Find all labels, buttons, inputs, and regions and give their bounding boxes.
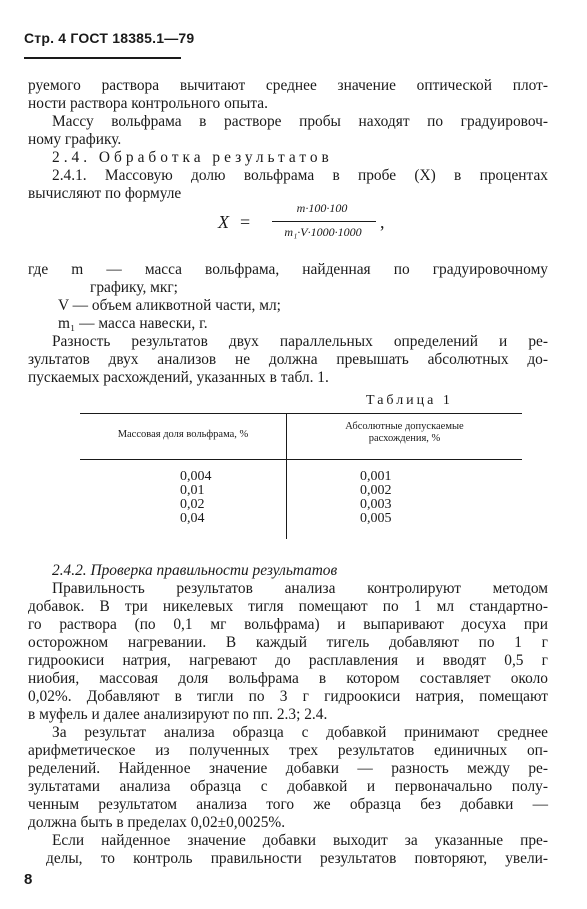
table-column-tolerance [360,470,392,526]
text-line: ниобия, массовая доля вольфрама в котором составляет около [28,670,548,687]
page-header: Стр. 4 ГОСТ 18385.1—79 [24,30,195,46]
text-line: го раствора (по 0,1 мг вольфрама) и выпаривают досуха при [28,616,548,633]
text-line: пускаемых расхождений, указанных в табл. 1. [28,369,329,386]
text-line: делы, то контроль правильности результатов повторяют, увели- [46,850,548,867]
formula-lhs: X [218,212,229,232]
definition-line: где m — масса вольфрама, найденная по градуировочному [28,261,548,278]
definition-line: V — объем аликвотной части, мл; [58,297,281,314]
text-line: За результат анализа образца с добавкой принимают среднее [52,724,548,741]
text-line: Разность результатов двух параллельных определений и ре- [52,333,548,350]
text-line: арифметическое из полученных трех результатов единичных оп- [28,742,548,759]
text-line: осторожном нагревании. В каждый тигель добавляют по 1 г [28,634,548,651]
text-line: ределений. Найденное значение добавки — разность между ре- [28,760,548,777]
text-line: должна быть в пределах 0,02±0,0025%. [28,814,286,831]
subsection-heading: 2.4.2. Проверка правильности результатов [52,562,338,579]
formula-denominator: m₁·V·1000·1000 [284,225,362,239]
text-line: 0,02%. Добавляют в тигли по 3 г гидроокиси натрия, помещают [28,688,548,705]
text-line: Если найденное значение добавки выходит за указанные пре- [52,832,548,849]
header-rule [24,57,181,59]
table-cell: 0,001 [360,469,392,484]
table-caption: Таблица 1 [366,393,453,408]
text-line: зультатов двух анализов не должна превышать абсолютных до- [28,351,548,368]
text-line: ченным результатом анализа того же образца без добавки — [28,796,548,813]
text-line: ности раствора контрольного опыта. [28,95,268,112]
text-line: руемого раствора вычитают среднее значение оптической плот- [28,77,548,94]
definition-line: m₁ — масса навески, г. [58,315,208,332]
text-line: 2.4.1. Массовую долю вольфрама в пробе (X) в процентах [52,167,548,184]
text-line: Правильность результатов анализа контролируют методом [52,580,548,597]
table-cell: 0,04 [180,511,205,526]
table-cell: 0,01 [180,483,205,498]
text-line: гидроокиси натрия, нагревают до расплавления и вводят 0,5 г [28,652,548,669]
text-line: Массу вольфрама в растворе пробы находят по градуировоч- [52,113,548,130]
table-header-mass-fraction: Массовая доля вольфрама, % [117,429,249,440]
formula-comma: , [380,212,385,232]
table-top-rule [80,413,522,414]
definition-line: графику, мкг; [90,279,178,296]
text-line: в муфель и далее анализируют по пп. 2.3; 2.4. [28,706,328,723]
table-cell: 0,005 [360,511,392,526]
table-cell: 0,02 [180,497,205,512]
formula-numerator: m·100·100 [296,201,348,215]
fraction-bar [272,221,376,222]
table-header-tolerance [287,421,522,445]
table-header-line: расхождения, % [368,433,441,444]
text-line: зультатами анализа образца с добавкой и первоначально полу- [28,778,548,795]
text-line: ному графику. [28,131,122,148]
page-number: 8 [24,871,33,888]
table-cell: 0,004 [180,469,212,484]
formula-equals: = [240,212,251,232]
text-line: вычисляют по формуле [28,185,182,202]
table-header-line: Абсолютные допускаемые [345,421,464,432]
formula [218,200,385,246]
table-cell: 0,003 [360,497,392,512]
text-line: добавок. В три никелевых тигля помещают по 1 мл стандартно- [28,598,548,615]
table-column-mass-fraction [180,470,212,526]
section-heading: 2.4. Обработка результатов [52,149,333,166]
table-header-rule [80,459,522,460]
table-cell: 0,002 [360,483,392,498]
